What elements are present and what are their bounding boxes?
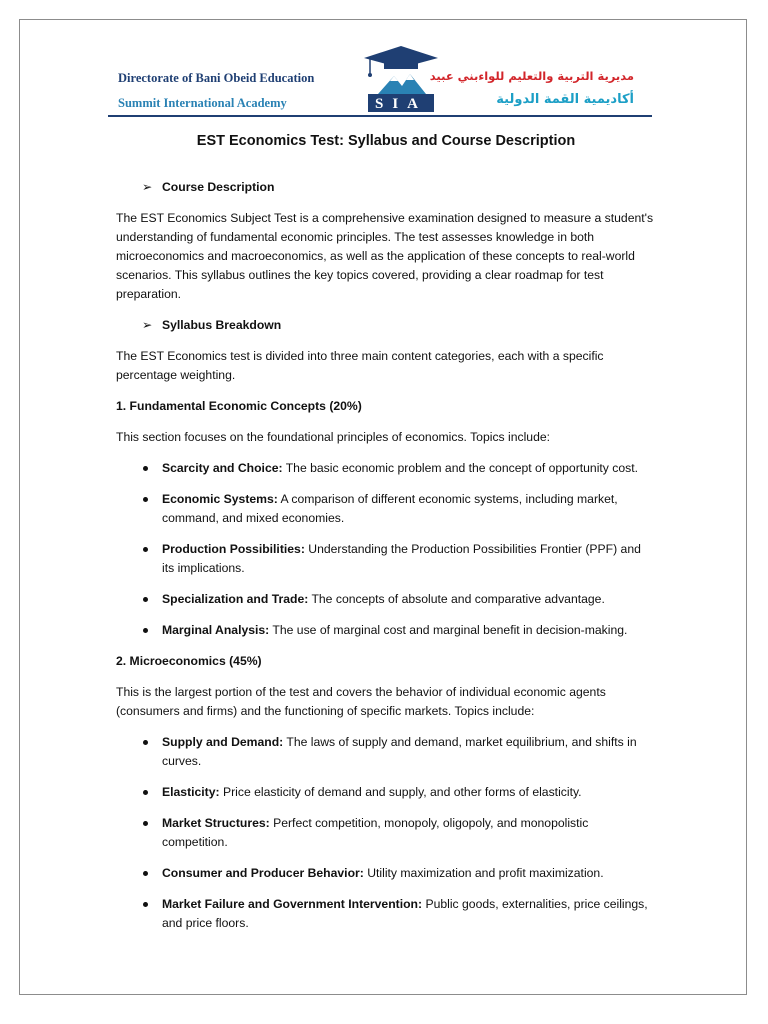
list-item: [116, 895, 656, 933]
course-description-heading: [116, 178, 656, 197]
section-intro-fundamentals: This section focuses on the foundational principles of economics. Topics include:: [116, 430, 551, 444]
topic-list-fundamentals: [116, 459, 656, 640]
bullet-dot-icon: [143, 466, 148, 471]
letterhead-arabic: [430, 64, 634, 112]
topic-description: Understanding the Production Possibilities Frontier (PPF) and its implications.: [162, 542, 641, 575]
course-description-heading-text: Course Description: [162, 180, 275, 194]
topic-term: Market Structures:: [162, 816, 270, 830]
list-item: [116, 864, 656, 883]
header-divider: [108, 115, 652, 117]
topic-description: Price elasticity of demand and supply, and other forms of elasticity.: [219, 785, 582, 799]
document-body: [116, 131, 656, 933]
document-title: EST Economics Test: Syllabus and Course Description: [196, 133, 576, 149]
topic-description: The basic economic problem and the concept of opportunity cost.: [282, 461, 639, 475]
topic-term: Supply and Demand:: [162, 735, 284, 749]
topic-description: Utility maximization and profit maximization.: [363, 866, 604, 880]
bullet-dot-icon: [143, 547, 148, 552]
topic-term: Specialization and Trade:: [162, 592, 309, 606]
topic-description: The use of marginal cost and marginal benefit in decision-making.: [269, 623, 628, 637]
topic-term: Marginal Analysis:: [162, 623, 270, 637]
bullet-dot-icon: [143, 628, 148, 633]
topic-term: Production Possibilities:: [162, 542, 305, 556]
directorate-name: Directorate of Bani Obeid Education: [118, 71, 315, 85]
bullet-dot-icon: [143, 497, 148, 502]
academy-name: Summit International Academy: [118, 96, 287, 110]
logo-text: SIA: [374, 96, 428, 112]
directorate-name-arabic: مديرية التربية والتعليم للواءبني عبيد: [429, 69, 634, 83]
bullet-dot-icon: [143, 902, 148, 907]
topic-description: Public goods, externalities, price ceilings, and price floors.: [162, 897, 648, 930]
list-item: [116, 733, 656, 771]
course-description-paragraph: The EST Economics Subject Test is a comprehensive examination designed to measure a student's understanding of fundamental economic principles. The test assesses knowledge in both microeconomics and macroeconomics, as well as the application of these concepts to real-world scenarios. This syllabus outlines the key topics covered, providing a clear roadmap for test preparation.: [116, 211, 654, 301]
section-heading-microeconomics: 2. Microeconomics (45%): [116, 654, 262, 668]
bullet-dot-icon: [143, 790, 148, 795]
section-heading-fundamentals: 1. Fundamental Economic Concepts (20%): [116, 399, 362, 413]
list-item: [116, 540, 656, 578]
academy-name-arabic: أكاديمية القمة الدولية: [496, 92, 634, 107]
bullet-dot-icon: [143, 871, 148, 876]
bullet-dot-icon: [143, 597, 148, 602]
topic-term: Elasticity:: [162, 785, 220, 799]
topic-description: The laws of supply and demand, market equilibrium, and shifts in curves.: [162, 735, 637, 768]
syllabus-intro-paragraph: The EST Economics test is divided into three main content categories, each with a specific percentage weighting.: [116, 349, 604, 382]
letterhead-english: [118, 66, 314, 116]
list-item: [116, 783, 656, 802]
topic-term: Market Failure and Government Intervention:: [162, 897, 423, 911]
topic-term: Scarcity and Choice:: [162, 461, 283, 475]
topic-description: Perfect competition, monopoly, oligopoly, and monopolistic competition.: [162, 816, 589, 849]
list-item: [116, 590, 656, 609]
list-item: [116, 814, 656, 852]
list-item: [116, 490, 656, 528]
topic-term: Economic Systems:: [162, 492, 278, 506]
letterhead: [108, 44, 652, 116]
arrow-bullet-icon: ➢: [142, 180, 153, 194]
topic-list-microeconomics: [116, 733, 656, 933]
topic-description: A comparison of different economic systems, including market, command, and mixed economies.: [162, 492, 618, 525]
bullet-dot-icon: [143, 821, 148, 826]
syllabus-breakdown-heading: [116, 316, 656, 335]
arrow-bullet-icon: ➢: [142, 318, 153, 332]
list-item: [116, 621, 656, 640]
bullet-dot-icon: [143, 740, 148, 745]
list-item: [116, 459, 656, 478]
section-intro-microeconomics: This is the largest portion of the test and covers the behavior of individual economic agents (consumers and firms) and the functioning of specific markets. Topics include:: [116, 685, 606, 718]
topic-description: The concepts of absolute and comparative advantage.: [308, 592, 605, 606]
syllabus-breakdown-heading-text: Syllabus Breakdown: [162, 318, 282, 332]
topic-term: Consumer and Producer Behavior:: [162, 866, 364, 880]
